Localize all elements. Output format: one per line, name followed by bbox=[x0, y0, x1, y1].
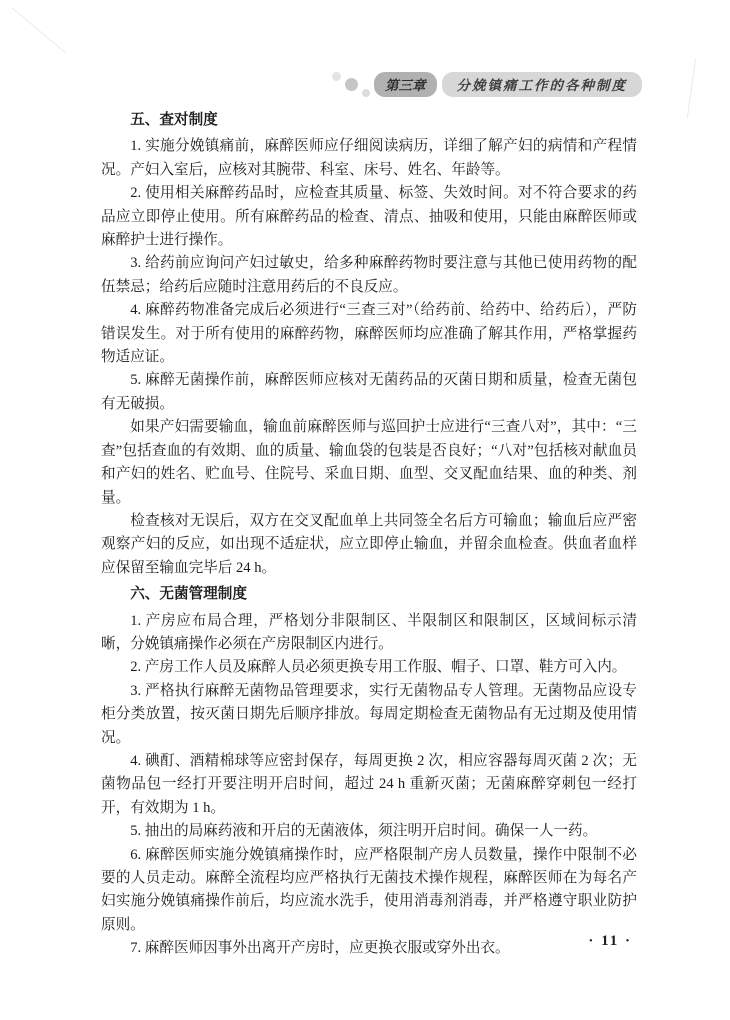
page-number: · 11 · bbox=[588, 933, 632, 949]
paragraph: 2. 产房工作人员及麻醉人员必须更换专用工作服、帽子、口罩、鞋方可入内。 bbox=[130, 659, 627, 676]
scan-artifact-top-right bbox=[687, 58, 696, 118]
decorative-bubble-icon bbox=[332, 72, 341, 81]
section-heading-aseptic-management: 六、无菌管理制度 bbox=[130, 586, 247, 603]
paragraph: 5. 麻醉无菌操作前，麻醉医师应核对无菌药品的灭菌日期和质量，检查无菌包有无破损。 bbox=[101, 372, 637, 412]
decorative-bubble-icon bbox=[362, 89, 370, 97]
page-content bbox=[101, 106, 637, 961]
paragraph: 4. 麻醉药物准备完成后必须进行“三查三对”（给药前、给药中、给药后），严防错误发生。对于所有使用的麻醉药物，麻醉医师均应准确了解其作用，严格掌握药物适应证。 bbox=[101, 302, 637, 366]
decorative-bubble-icon bbox=[345, 78, 358, 91]
section-heading-check-system: 五、查对制度 bbox=[130, 112, 218, 128]
paragraph: 1. 实施分娩镇痛前，麻醉医师应仔细阅读病历，详细了解产妇的病情和产程情况。产妇入室后，应核对其腕带、科室、床号、姓名、年龄等。 bbox=[101, 138, 637, 178]
paragraph: 6. 麻醉医师实施分娩镇痛操作时，应严格限制产房人员数量，操作中限制不必要的人员走动。麻醉全流程均应严格执行无菌技术操作规程，麻醉医师在为每名产妇实施分娩镇痛操作前后，均应流水洗手，使用消毒剂消毒，并严格遵守职业防护原则。 bbox=[101, 846, 637, 933]
paragraph: 3. 给药前应询问产妇过敏史，给多种麻醉药物时要注意与其他已使用药物的配伍禁忌；给药后应随时注意用药后的不良反应。 bbox=[101, 255, 637, 295]
paragraph: 3. 严格执行麻醉无菌物品管理要求，实行无菌物品专人管理。无菌物品应设专柜分类放置，按灭菌日期先后顺序排放。每周定期检查无菌物品有无过期及使用情况。 bbox=[101, 682, 637, 746]
paragraph: 检查核对无误后，双方在交叉配血单上共同签全名后方可输血；输血后应严密观察产妇的反应，如出现不适症状，应立即停止输血，并留余血检查。供血者血样应保留至输血完毕后 24 h。 bbox=[101, 512, 637, 576]
chapter-badge: 第三章 bbox=[374, 72, 437, 97]
paragraph: 4. 碘酊、酒精棉球等应密封保存，每周更换 2 次，相应容器每周灭菌 2 次；无菌物品包一经打开要注明开启时间，超过 24 h 重新灭菌；无菌麻醉穿刺包一经打开，有效期为 1 h。 bbox=[101, 752, 637, 816]
paragraph: 7. 麻醉医师因事外出离开产房时，应更换衣服或穿外出衣。 bbox=[130, 940, 510, 957]
chapter-title: 分娩镇痛工作的各种制度 bbox=[442, 72, 643, 97]
chapter-header bbox=[332, 72, 642, 97]
paragraph: 如果产妇需要输血，输血前麻醉医师与巡回护士应进行“三查八对”，其中：“三查”包括查血的有效期、血的质量、输血袋的包装是否良好；“八对”包括核对献血员和产妇的姓名、贮血号、住院号、采血日期、血型、交叉配血结果、血的种类、剂量。 bbox=[101, 419, 637, 506]
paragraph: 5. 抽出的局麻药液和开启的无菌液体，须注明开启时间。确保一人一药。 bbox=[130, 823, 598, 840]
paragraph: 1. 产房应布局合理，严格划分非限制区、半限制区和限制区，区域间标示清晰，分娩镇痛操作必须在产房限制区内进行。 bbox=[101, 612, 637, 652]
paragraph: 2. 使用相关麻醉药品时，应检查其质量、标签、失效时间。对不符合要求的药品应立即停止使用。所有麻醉药品的检查、清点、抽吸和使用，只能由麻醉医师或麻醉护士进行操作。 bbox=[101, 185, 637, 249]
scan-artifact-top-left bbox=[12, 8, 66, 54]
